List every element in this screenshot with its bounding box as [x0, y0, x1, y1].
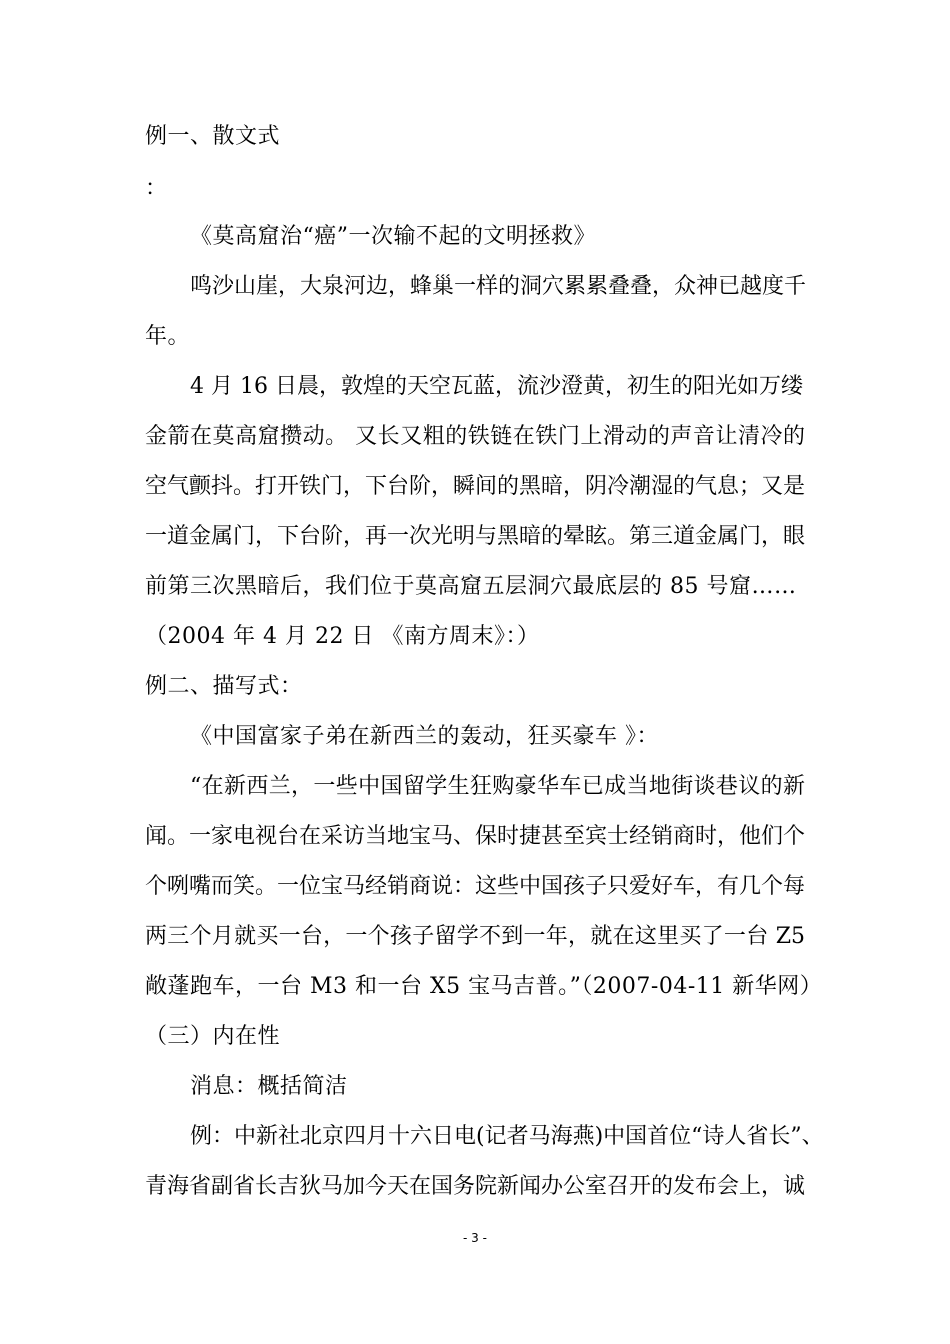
paragraph-line: 青海省副省长吉狄马加今天在国务院新闻办公室召开的发布会上，诚 — [145, 1174, 806, 1199]
colon-line: ： — [145, 176, 168, 201]
paragraph-line: 闻。一家电视台在采访当地宝马、保时捷甚至宾士经销商时，他们个 — [145, 824, 806, 849]
source-citation: （2004 年 4 月 22 日 《南方周末》：） — [145, 624, 540, 649]
paragraph-line: 年。 — [145, 324, 191, 349]
paragraph-line: 例：中新社北京四月十六日电(记者马海燕)中国首位“诗人省长”、 — [190, 1124, 824, 1149]
paragraph-line: 鸣沙山崖，大泉河边，蜂巢一样的洞穴累累叠叠，众神已越度千 — [190, 274, 807, 299]
paragraph-line: 敞蓬跑车，一台 M3 和一台 X5 宝马吉普。”（2007-04-11 新华网） — [145, 974, 823, 999]
paragraph-line: 前第三次黑暗后，我们位于莫高窟五层洞穴最底层的 85 号窟…… — [145, 574, 797, 599]
heading-example-one: 例一、散文式 — [145, 124, 281, 149]
article-title-newzealand: 《中国富家子弟在新西兰的轰动，狂买豪车 》： — [190, 724, 659, 749]
paragraph-line: 空气颤抖。打开铁门，下台阶，瞬间的黑暗，阴冷潮湿的气息；又是 — [145, 474, 806, 499]
paragraph-line: 个咧嘴而笑。一位宝马经销商说：这些中国孩子只爱好车，有几个每 — [145, 874, 806, 899]
paragraph-line: 金箭在莫高窟攒动。 又长又粗的铁链在铁门上滑动的声音让清冷的 — [145, 424, 805, 449]
paragraph-line: 两三个月就买一台，一个孩子留学不到一年，就在这里买了一台 Z5 — [145, 924, 805, 949]
heading-example-two: 例二、描写式： — [145, 674, 303, 699]
subheading-news: 消息：概括简洁 — [190, 1074, 348, 1099]
paragraph-line: 4 月 16 日晨，敦煌的天空瓦蓝，流沙澄黄，初生的阳光如万缕 — [190, 374, 803, 399]
paragraph-line: “在新西兰，一些中国留学生狂购豪华车已成当地街谈巷议的新 — [190, 774, 805, 799]
article-title-mogao: 《莫高窟治“癌”一次输不起的文明拯救》 — [190, 224, 596, 249]
section-heading-intrinsic: （三）内在性 — [145, 1024, 281, 1049]
page-number: - 3 - — [463, 1231, 487, 1245]
paragraph-line: 一道金属门，下台阶，再一次光明与黑暗的晕眩。第三道金属门，眼 — [145, 524, 806, 549]
